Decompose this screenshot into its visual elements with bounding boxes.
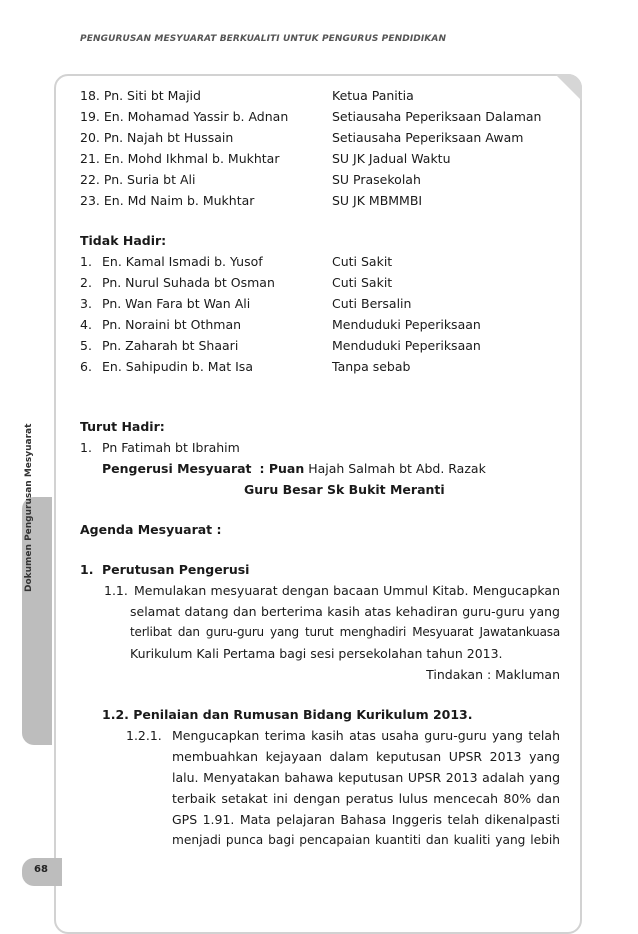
absent-reason: Menduduki Peperiksaan <box>332 317 481 332</box>
also-present-heading: Turut Hadir: <box>80 419 165 434</box>
absent-reason: Menduduki Peperiksaan <box>332 338 481 353</box>
attendee-role: SU JK MBMMBI <box>332 193 423 208</box>
absent-reason: Cuti Sakit <box>332 254 393 269</box>
list-item: 21. En. Mohd Ikhmal b. Mukhtar <box>80 151 280 166</box>
running-header: PENGURUSAN MESYUARAT BERKUALITI UNTUK PENGURUS PENDIDIKAN <box>80 34 447 44</box>
paragraph-line: Kurikulum Kali Pertama bagi sesi persekolahan tahun 2013. <box>130 646 503 661</box>
list-item: 23. En. Md Naim b. Mukhtar <box>80 193 255 208</box>
attendee-role: SU JK Jadual Waktu <box>332 151 451 166</box>
list-item: 20. Pn. Najah bt Hussain <box>80 130 234 145</box>
attendee-role: SU Prasekolah <box>332 172 421 187</box>
paragraph-line: lalu. Menyatakan bahawa keputusan UPSR 2013 adalah yang <box>172 770 560 785</box>
section-1-2-heading: 1.2. Penilaian dan Rumusan Bidang Kurikulum 2013. <box>102 707 473 722</box>
attendee-role: Setiausaha Peperiksaan Dalaman <box>332 109 542 124</box>
chairperson-title: Guru Besar Sk Bukit Meranti <box>244 482 445 497</box>
list-item: 1. En. Kamal Ismadi b. Yusof <box>80 254 263 269</box>
paragraph-line: membuahkan kejayaan dalam keputusan UPSR 2013 yang <box>172 749 560 764</box>
section-1-heading: 1. Perutusan Pengerusi <box>80 562 250 577</box>
list-item: 18. Pn. Siti bt Majid <box>80 88 201 103</box>
list-item: 22. Pn. Suria bt Ali <box>80 172 196 187</box>
absent-reason: Cuti Sakit <box>332 275 393 290</box>
list-item: 2. Pn. Nurul Suhada bt Osman <box>80 275 275 290</box>
paragraph-line: terbaik setakat ini dengan peratus lulus mencecah 80% dan <box>172 791 560 806</box>
paragraph-line: menjadi punca bagi pencapaian kuantiti dan kualiti yang lebih <box>172 833 560 847</box>
list-item: 6. En. Sahipudin b. Mat Isa <box>80 359 253 374</box>
page-number: 68 <box>34 864 48 875</box>
side-label: Dokumen Pengurusan Mesyuarat <box>24 423 34 592</box>
chairperson-line: Pengerusi Mesyuarat : Puan Hajah Salmah bt Abd. Razak <box>102 461 486 476</box>
paragraph-line: Memulakan mesyuarat dengan bacaan Ummul Kitab. Mengucapkan <box>134 583 560 598</box>
agenda-heading: Agenda Mesyuarat : <box>80 522 222 537</box>
list-item: 1. Pn Fatimah bt Ibrahim <box>80 440 240 455</box>
attendee-role: Ketua Panitia <box>332 88 414 103</box>
paragraph-number: 1.1. <box>104 583 128 598</box>
list-item: 3. Pn. Wan Fara bt Wan Ali <box>80 296 251 311</box>
paragraph-line: terlibat dan guru-guru yang turut menghadiri Mesyuarat Jawatankuasa <box>130 625 560 639</box>
action-note: Tindakan : Makluman <box>426 667 560 682</box>
absent-reason: Tanpa sebab <box>332 359 411 374</box>
paragraph-line: Mengucapkan terima kasih atas usaha guru-guru yang telah <box>172 728 560 743</box>
list-item: 19. En. Mohamad Yassir b. Adnan <box>80 109 289 124</box>
absent-reason: Cuti Bersalin <box>332 296 412 311</box>
paragraph-number: 1.2.1. <box>126 728 162 743</box>
list-item: 4. Pn. Noraini bt Othman <box>80 317 242 332</box>
paragraph-line: GPS 1.91. Mata pelajaran Bahasa Inggeris telah dikenalpasti <box>172 812 560 827</box>
paragraph-line: selamat datang dan berterima kasih atas kehadiran guru-guru yang <box>130 604 560 619</box>
absent-heading: Tidak Hadir: <box>80 233 167 248</box>
list-item: 5. Pn. Zaharah bt Shaari <box>80 338 239 353</box>
attendee-role: Setiausaha Peperiksaan Awam <box>332 130 524 145</box>
